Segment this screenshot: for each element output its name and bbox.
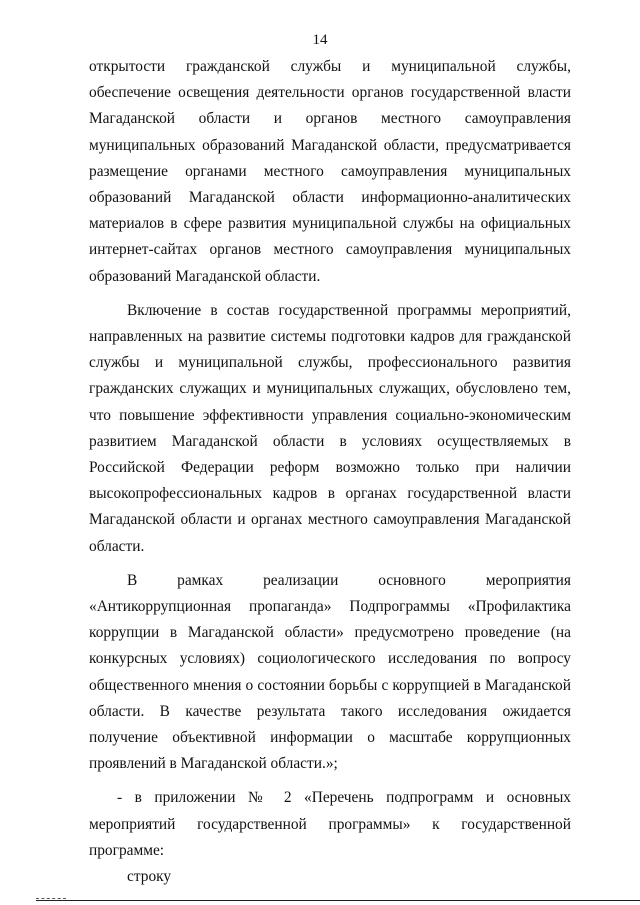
- page-bottom-rule: [36, 900, 640, 901]
- paragraph-anticorruption-research: В рамках реализации основного мероприятия «Антикоррупционная пропаганда» Подпрограммы «Профилактика коррупции в Магаданской области» предусмотрено проведение (на конкурсных условиях) социологического исследования по вопросу общественного мнения о состоянии борьбы с коррупцией в Магаданской области. В качестве результата такого исследования ожидается получение объективной информации о масштабе коррупционных проявлений в Магаданской области.»;: [89, 571, 571, 773]
- document-body: [89, 54, 571, 890]
- paragraph-personnel-training: Включение в состав государственной программы мероприятий, направленных на развитие системы подготовки кадров для гражданской службы и муниципальной службы, профессионального развития гражданских служащих и муниципальных служащих, обусловлено тем, что повышение эффективности управления социально-экономическим развитием Магаданской области в условиях осуществляемых в Российской Федерации реформ возможно только при наличии высокопрофессиональных кадров в органах государственной власти Магаданской области и органах местного самоуправления Магаданской области.: [89, 301, 571, 555]
- page-number: 14: [312, 32, 328, 48]
- paragraph-continuation: открытости гражданской службы и муниципальной службы, обеспечение освещения деятельности органов государственной власти Магаданской области и органов местного самоуправления муниципальных образований Магаданской области, предусматривается размещение органами местного самоуправления муниципальных образований Магаданской области информационно-аналитических материалов в сфере развития муниципальной службы на официальных интернет-сайтах органов местного самоуправления муниципальных образований Магаданской области.: [89, 58, 571, 285]
- paragraph-row-word: строку: [127, 868, 172, 886]
- paragraph-appendix-amendment: - в приложении № 2 «Перечень подпрограмм и основных мероприятий государственной программы» к государственной программе:: [89, 789, 571, 859]
- page-bottom-mark: [36, 898, 66, 899]
